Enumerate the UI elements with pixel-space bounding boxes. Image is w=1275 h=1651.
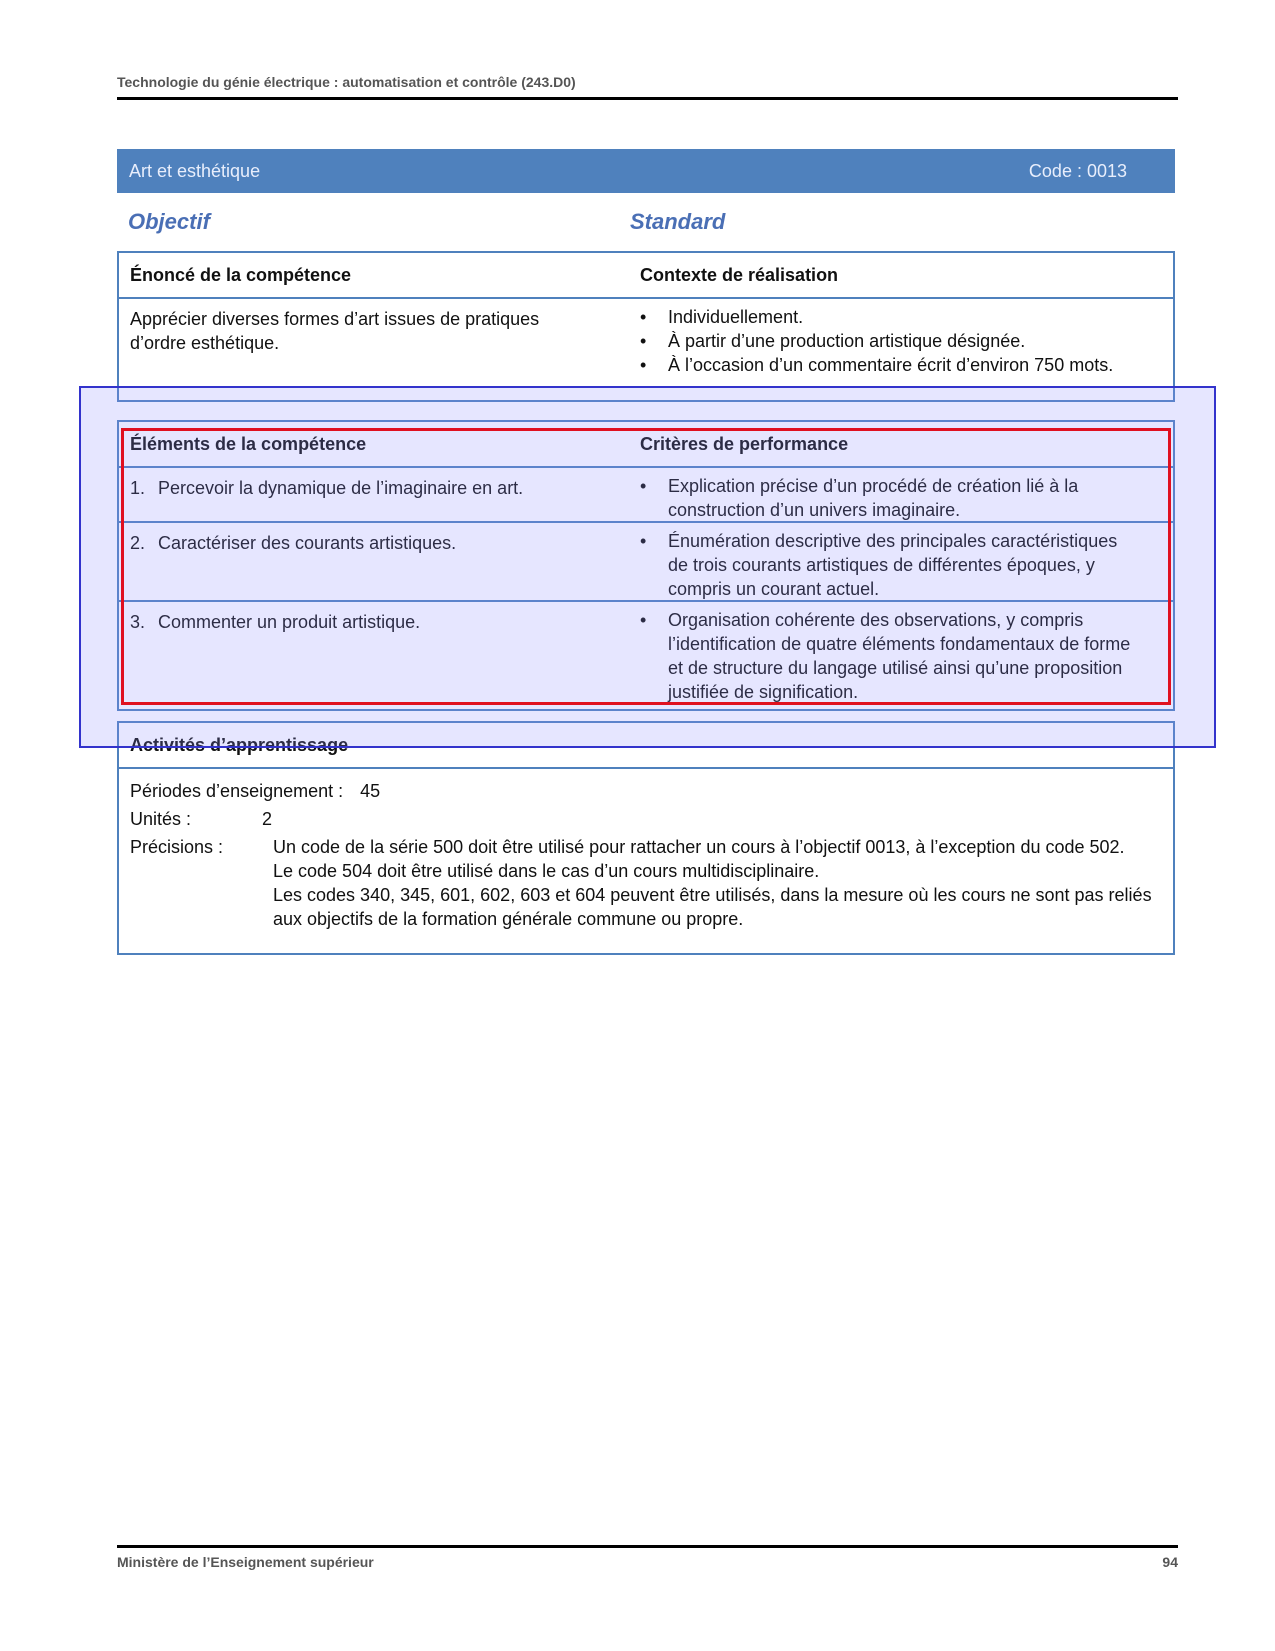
element-label: Commenter un produit artistique. xyxy=(158,612,421,632)
running-header: Technologie du génie électrique : automatisation et contrôle (243.D0) xyxy=(117,74,1178,100)
elements-header xyxy=(119,422,1173,468)
activities-box xyxy=(117,721,1175,955)
precisions-label: Précisions : xyxy=(130,837,224,857)
criterion-item: • Explication précise d’un procédé de création lié à la construction d’un univers imaginaire. xyxy=(640,474,1140,522)
element-label: Caractériser des courants artistiques. xyxy=(158,533,457,553)
course-title-bar xyxy=(117,149,1175,193)
precision-line: Un code de la série 500 doit être utilisé pour rattacher un cours à l’objectif 0013, à l’exception du code 502. xyxy=(273,837,1125,857)
objective-label: Objectif xyxy=(128,209,210,234)
statement-line: Apprécier diverses formes d’art issues de pratiques xyxy=(130,309,540,329)
context-item: • Individuellement. xyxy=(640,305,1140,329)
criterion-list xyxy=(640,608,1140,704)
section-labels xyxy=(117,205,1175,241)
periods-line xyxy=(130,779,380,803)
element-text xyxy=(130,476,610,500)
competence-statement xyxy=(130,307,610,355)
context-item: • À partir d’une production artistique désignée. xyxy=(640,329,1140,353)
statement-heading: Énoncé de la compétence xyxy=(130,265,352,285)
context-list xyxy=(640,305,1140,377)
page-number: 94 xyxy=(1162,1554,1178,1570)
context-item: • À l’occasion d’un commentaire écrit d’environ 750 mots. xyxy=(640,353,1140,377)
element-number: 2. xyxy=(130,533,146,553)
periods-label: Périodes d’enseignement : xyxy=(130,781,344,801)
precisions-text xyxy=(273,835,1178,931)
element-row xyxy=(119,602,1173,705)
element-number: 1. xyxy=(130,478,146,498)
element-number: 3. xyxy=(130,612,146,632)
element-label: Percevoir la dynamique de l’imaginaire en art. xyxy=(158,478,524,498)
elements-heading: Éléments de la compétence xyxy=(130,434,367,454)
activities-header xyxy=(119,723,1173,769)
competence-row xyxy=(119,299,1173,400)
precision-line: Le code 504 doit être utilisé dans le cas d’un cours multidisciplinaire. xyxy=(273,861,820,881)
context-heading: Contexte de réalisation xyxy=(640,265,839,285)
competence-header xyxy=(119,253,1173,299)
elements-box xyxy=(117,420,1175,711)
criterion-list xyxy=(640,474,1140,522)
periods-value: 45 xyxy=(360,781,381,801)
criteria-heading: Critères de performance xyxy=(640,434,849,454)
element-row xyxy=(119,468,1173,523)
units-value: 2 xyxy=(262,809,273,829)
standard-label: Standard xyxy=(630,209,726,234)
units-line xyxy=(130,807,272,831)
statement-line: d’ordre esthétique. xyxy=(130,333,280,353)
activities-heading: Activités d’apprentissage xyxy=(130,735,349,755)
running-footer xyxy=(117,1545,1178,1570)
precision-line: Les codes 340, 345, 601, 602, 603 et 604 peuvent être utilisés, dans la mesure où les cours ne sont pas reliés aux objectifs de la formation générale commune ou propre. xyxy=(273,885,1152,929)
criterion-list xyxy=(640,529,1140,601)
precisions-block xyxy=(130,835,1170,929)
criterion-item: • Organisation cohérente des observations, y compris l’identification de quatre éléments fondamentaux de forme et de structure du langage utilisé ainsi qu’une proposition justifiée de signification. xyxy=(640,608,1140,704)
footer-ministry: Ministère de l’Enseignement supérieur xyxy=(117,1554,374,1570)
course-code: Code : 0013 xyxy=(1028,160,1127,181)
course-title: Art et esthétique xyxy=(129,160,261,181)
element-row xyxy=(119,523,1173,602)
competence-box xyxy=(117,251,1175,402)
element-text xyxy=(130,531,610,555)
criterion-item: • Énumération descriptive des principales caractéristiques de trois courants artistiques de différentes époques, y compris un courant actuel. xyxy=(640,529,1140,601)
element-text xyxy=(130,610,610,634)
units-label: Unités : xyxy=(130,809,192,829)
